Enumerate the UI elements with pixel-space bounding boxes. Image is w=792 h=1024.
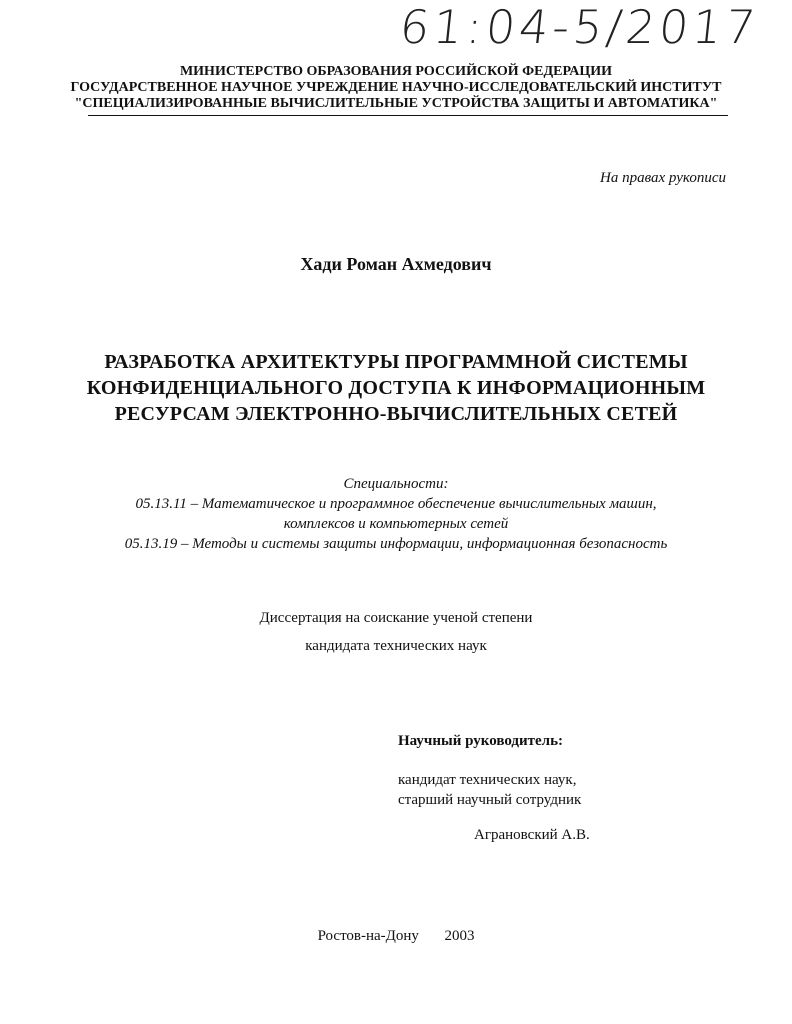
institution-line-1: МИНИСТЕРСТВО ОБРАЗОВАНИЯ РОССИЙСКОЙ ФЕДЕРАЦИИ (179, 64, 613, 79)
specialties-block (0, 474, 792, 554)
title-line-2: КОНФИДЕНЦИАЛЬНОГО ДОСТУПА К ИНФОРМАЦИОННЫМ (86, 377, 706, 399)
advisor-position: старший научный сотрудник (398, 792, 582, 808)
manuscript-rights-note: На правах рукописи (600, 170, 726, 186)
specialty-line-1: 05.13.11 – Математическое и программное обеспечение вычислительных машин, (135, 496, 657, 512)
archive-code-handwritten: 61:04-5/2017 (397, 0, 762, 54)
degree-line-1: Диссертация на соискание ученой степени (259, 610, 533, 626)
advisor-heading: Научный руководитель: (398, 733, 563, 749)
place-and-year (0, 928, 792, 945)
advisor-degree: кандидат технических наук, (398, 772, 577, 788)
degree-line-2: кандидата технических наук (305, 638, 487, 654)
dissertation-degree (0, 604, 792, 660)
author-name: Хади Роман Ахмедович (300, 254, 492, 274)
dissertation-title (0, 349, 792, 427)
title-line-3: РЕСУРСАМ ЭЛЕКТРОННО-ВЫЧИСЛИТЕЛЬНЫХ СЕТЕЙ (114, 403, 678, 425)
institution-header (0, 64, 792, 112)
header-divider (88, 115, 728, 116)
specialties-heading: Специальности: (343, 476, 449, 492)
institution-line-3: "СПЕЦИАЛИЗИРОВАННЫЕ ВЫЧИСЛИТЕЛЬНЫЕ УСТРОЙСТВА ЗАЩИТЫ И АВТОМАТИКА" (74, 96, 718, 111)
institution-line-2: ГОСУДАРСТВЕННОЕ НАУЧНОЕ УЧРЕЖДЕНИЕ НАУЧНО-ИССЛЕДОВАТЕЛЬСКИЙ ИНСТИТУТ (70, 80, 722, 95)
specialty-line-2: комплексов и компьютерных сетей (283, 516, 509, 532)
advisor-name: Аграновский А.В. (474, 827, 590, 843)
year: 2003 (444, 928, 475, 944)
title-line-1: РАЗРАБОТКА АРХИТЕКТУРЫ ПРОГРАММНОЙ СИСТЕМЫ (104, 351, 688, 373)
city: Ростов-на-Дону (317, 928, 419, 944)
advisor-details (398, 770, 581, 810)
specialty-line-3: 05.13.19 – Методы и системы защиты информации, информационная безопасность (124, 536, 668, 552)
